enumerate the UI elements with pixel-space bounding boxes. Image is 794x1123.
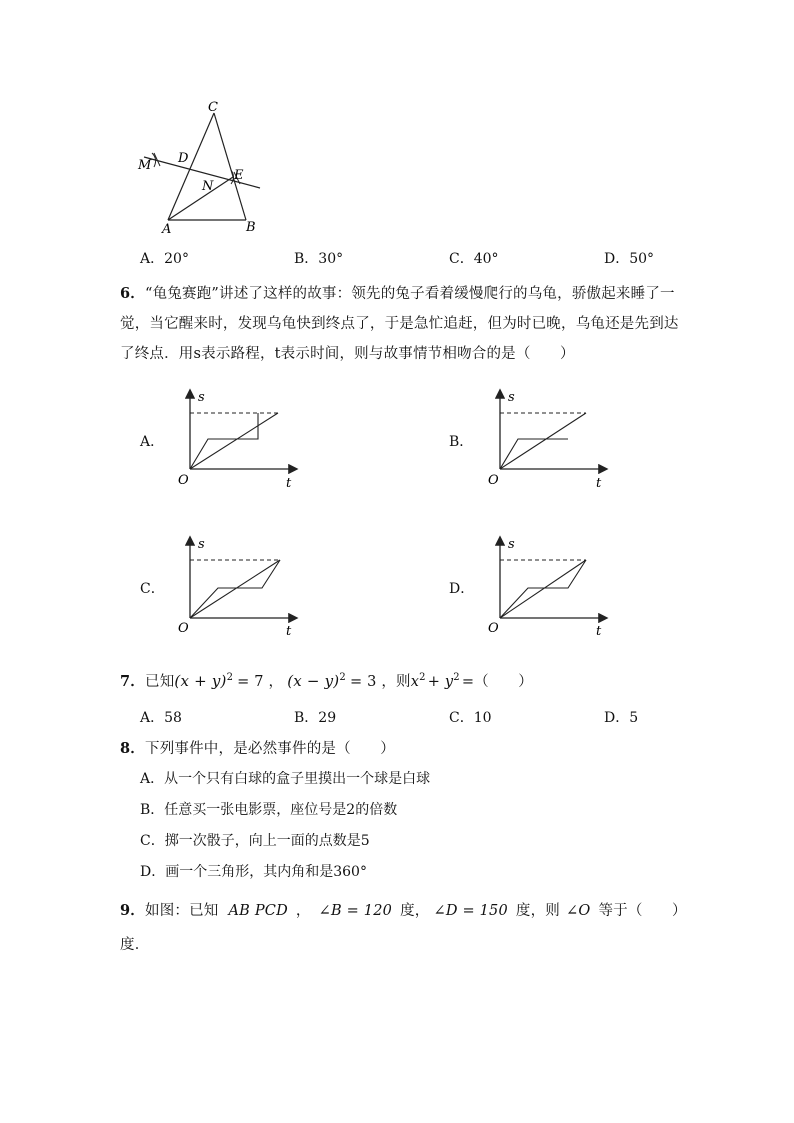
graph-a bbox=[172, 385, 302, 490]
q7-option-d: D．5 bbox=[604, 710, 639, 726]
q7-stem: 7．已知$(x + y)^2 = 7$ ， $(x - y)^2 = 3$ ，则$x^2 + y^2$ =（ ） bbox=[120, 672, 533, 690]
rabbit-line bbox=[500, 439, 568, 469]
label-m: M bbox=[138, 158, 152, 173]
graph-a-label-s: s bbox=[198, 390, 205, 405]
graph-d bbox=[482, 532, 612, 637]
q8-option-b: B．任意买一张电影票，座位号是2的倍数 bbox=[140, 802, 398, 818]
q9-stem: 9．如图：已知 AB PCD ， ∠B = 120 度， ∠D = 150 度，则 ∠O 等于（ ） bbox=[120, 902, 687, 919]
q8-stem: 8．下列事件中，是必然事件的是（ ） bbox=[120, 740, 395, 757]
label-a: A bbox=[162, 222, 172, 237]
graph-d-label-o: O bbox=[488, 621, 499, 636]
label-n: N bbox=[202, 179, 214, 194]
side-ca bbox=[168, 113, 214, 220]
triangle-figure bbox=[130, 95, 270, 240]
graph-c bbox=[172, 532, 302, 637]
graph-c-label-t: t bbox=[286, 624, 292, 637]
q7-option-c: C．10 bbox=[449, 710, 492, 726]
graph-b-label-s: s bbox=[508, 390, 515, 405]
graph-c-label-s: s bbox=[198, 537, 205, 552]
label-b: B bbox=[246, 220, 256, 235]
q7-option-a: A．58 bbox=[140, 710, 182, 726]
tortoise-line bbox=[500, 413, 586, 469]
q8-option-d: D．画一个三角形，其内角和是360° bbox=[140, 864, 367, 880]
q7-option-b: B．29 bbox=[294, 710, 337, 726]
q6-option-a: A． bbox=[140, 434, 165, 450]
q5-option-a: A．20° bbox=[140, 251, 189, 267]
q6-line2: 觉，当它醒来时，发现乌龟快到终点了，于是急忙追赶，但为时已晚，乌龟还是先到达 bbox=[120, 316, 679, 332]
label-d: D bbox=[178, 151, 189, 166]
q8-option-a: A．从一个只有白球的盒子里摸出一个球是白球 bbox=[140, 771, 431, 787]
graph-a-label-t: t bbox=[286, 476, 292, 490]
q5-option-d: D．50° bbox=[604, 251, 655, 267]
graph-b bbox=[482, 385, 612, 490]
q6-line3: 了终点．用s表示路程，t表示时间，则与故事情节相吻合的是（ ） bbox=[120, 346, 575, 362]
q8-option-c: C．掷一次骰子，向上一面的点数是5 bbox=[140, 833, 370, 849]
q5-option-b: B．30° bbox=[294, 251, 344, 267]
q9-line2: 度． bbox=[120, 937, 150, 953]
label-c: C bbox=[208, 100, 218, 115]
tortoise-line bbox=[190, 413, 278, 469]
rabbit-line bbox=[190, 413, 258, 469]
q5-option-c: C．40° bbox=[449, 251, 499, 267]
graph-a-label-o: O bbox=[178, 473, 189, 488]
q6-option-c: C． bbox=[140, 581, 165, 597]
graph-b-label-o: O bbox=[488, 473, 499, 488]
label-e: E bbox=[234, 168, 244, 183]
side-cb bbox=[214, 113, 246, 220]
graph-c-label-o: O bbox=[178, 621, 189, 636]
graph-d-label-t: t bbox=[596, 624, 602, 637]
graph-b-label-t: t bbox=[596, 476, 602, 490]
tortoise-line bbox=[190, 560, 280, 618]
graph-d-label-s: s bbox=[508, 537, 515, 552]
q6-option-b: B． bbox=[449, 434, 474, 450]
q6-option-d: D． bbox=[449, 581, 475, 597]
q6-line1: 6．“龟兔赛跑”讲述了这样的故事：领先的兔子看着缓慢爬行的乌龟，骄傲起来睡了一 bbox=[120, 285, 675, 302]
tortoise-line bbox=[500, 560, 586, 618]
